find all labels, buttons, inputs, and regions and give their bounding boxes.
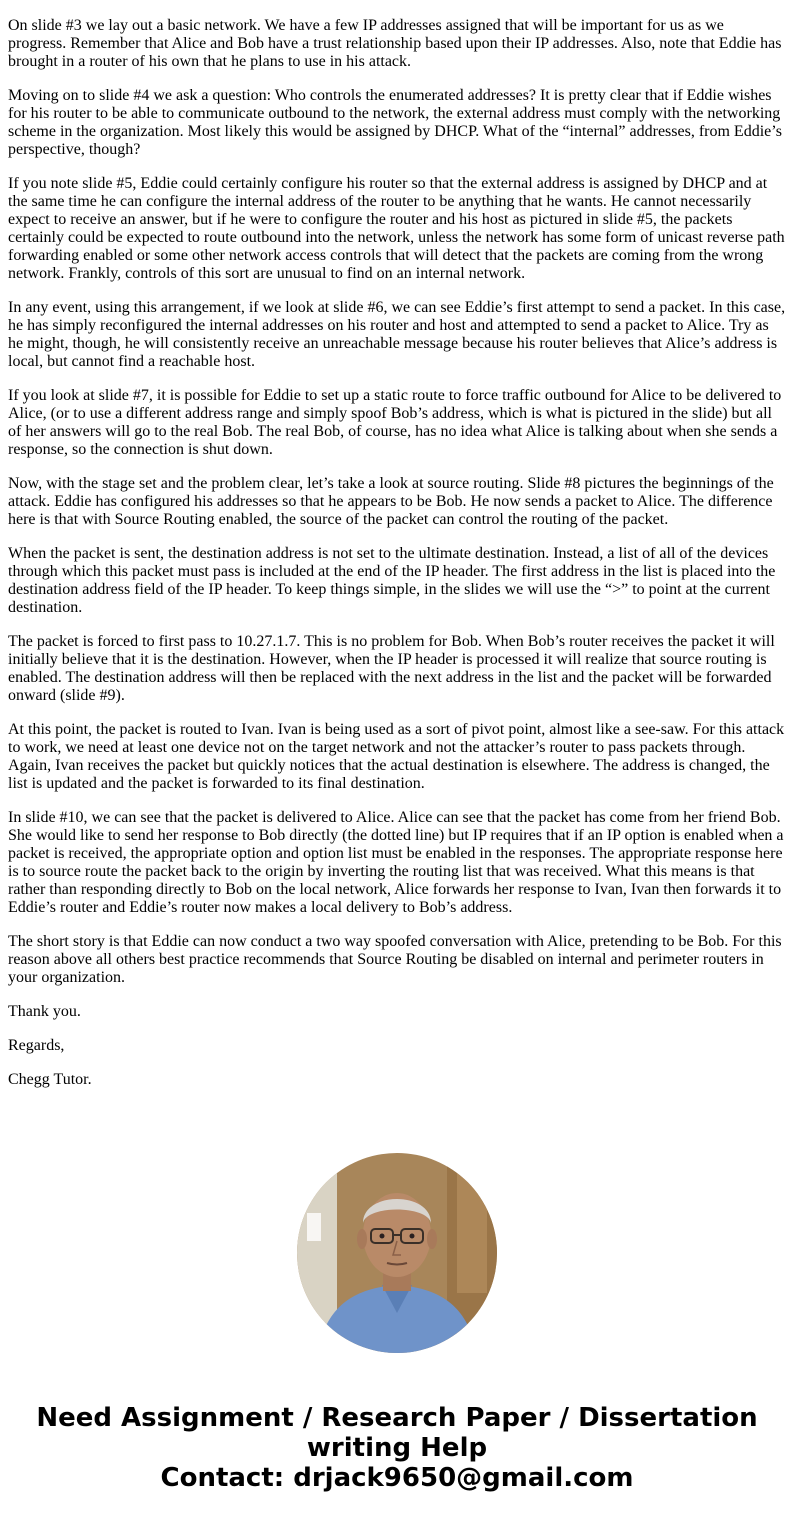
article-paragraph: If you note slide #5, Eddie could certainly configure his router so that the external address is assigned by DHCP and at the same time he can configure the internal address of the router to be anything that he wants. He cannot necessarily expect to receive an answer, but if he were to configure the router and his host as pictured in slide #5, the packets certainly could be expected to route outbound into the network, unless the network has some form of unicast reverse path forwarding enabled or some other network access controls that will detect that the packets are coming from the wrong network. Frankly, controls of this sort are unusual to find on an internal network. [8, 175, 785, 282]
promo-contact: Contact: drjack9650@gmail.com [160, 1463, 634, 1493]
article-paragraph: Moving on to slide #4 we ask a question: Who controls the enumerated addresses? It is pretty clear that if Eddie wishes for his router to be able to communicate outbound to the network, the external address must comply with the networking scheme in the organization. Most likely this would be assigned by DHCP. What of the “internal” addresses, from Eddie’s perspective, though? [8, 87, 782, 158]
article-paragraph: Now, with the stage set and the problem clear, let’s take a look at source routing. Slide #8 pictures the beginnings of the attack. Eddie has configured his addresses so that he appears to be Bob. He now sends a packet to Alice. The difference here is that with Source Routing enabled, the source of the packet can control the routing of the packet. [8, 475, 774, 528]
article-paragraph: In slide #10, we can see that the packet is delivered to Alice. Alice can see that the packet has come from her friend Bob. She would like to send her response to Bob directly (the dotted line) but IP requires that if an IP option is enabled when a packet is received, the appropriate option and option list must be enabled in the responses. The appropriate response here is to source route the packet back to the origin by inverting the routing list that was received. What this means is that rather than responding directly to Bob on the local network, Alice forwards her response to Ivan, Ivan then forwards it to Eddie’s router and Eddie’s router now makes a local delivery to Bob’s address. [8, 809, 784, 916]
closing-signature: Chegg Tutor. [8, 1071, 92, 1088]
promo-banner [0, 1403, 794, 1493]
article-paragraph: At this point, the packet is routed to Ivan. Ivan is being used as a sort of pivot point, almost like a see-saw. For this attack to work, we need at least one device not on the target network and not the attacker’s router to pass packets through. Again, Ivan receives the packet but quickly notices that the actual destination is elsewhere. The address is changed, the list is updated and the packet is forwarded to its final destination. [8, 721, 785, 792]
article-paragraph: When the packet is sent, the destination address is not set to the ultimate destination. Instead, a list of all of the devices through which this packet must pass is included at the end of the IP header. The first address in the list is placed into the destination address field of the IP header. To keep things simple, in the slides we will use the “>” to point at the current destination. [8, 545, 776, 616]
article-paragraph: On slide #3 we lay out a basic network. We have a few IP addresses assigned that will be important for us as we progress. Remember that Alice and Bob have a trust relationship based upon their IP addresses. Also, note that Eddie has brought in a router of his own that he plans to use in his attack. [8, 17, 782, 70]
article-paragraph: If you look at slide #7, it is possible for Eddie to set up a static route to force traffic outbound for Alice to be delivered to Alice, (or to use a different address range and simply spoof Bob’s address, which is what is pictured in the slide) but all of her answers will go to the real Bob. The real Bob, of course, has no idea what Alice is talking about when she sends a response, so the connection is shut down. [8, 387, 782, 458]
article-body [8, 0, 786, 1105]
closing-thanks: Thank you. [8, 1003, 81, 1020]
closing-regards: Regards, [8, 1037, 65, 1054]
tutor-avatar [297, 1153, 497, 1353]
promo-line-1: Need Assignment / Research Paper / Dissertation [36, 1403, 758, 1433]
article-paragraph [8, 0, 786, 1]
article-paragraph: In any event, using this arrangement, if we look at slide #6, we can see Eddie’s first attempt to send a packet. In this case, he has simply reconfigured the internal addresses on his router and host and attempted to send a packet to Alice. Try as he might, though, he will consistently receive an unreachable message because his router believes that Alice’s address is local, but cannot find a reachable host. [8, 299, 786, 370]
article-paragraph: The short story is that Eddie can now conduct a two way spoofed conversation with Alice, pretending to be Bob. For this reason above all others best practice recommends that Source Routing be disabled on internal and perimeter routers in your organization. [8, 933, 782, 986]
article-paragraph: The packet is forced to first pass to 10.27.1.7. This is no problem for Bob. When Bob’s router receives the packet it will initially believe that it is the destination. However, when the IP header is processed it will realize that source routing is enabled. The destination address will then be replaced with the next address in the list and the packet will be forwarded onward (slide #9). [8, 633, 775, 704]
promo-line-2: writing Help [306, 1433, 488, 1463]
